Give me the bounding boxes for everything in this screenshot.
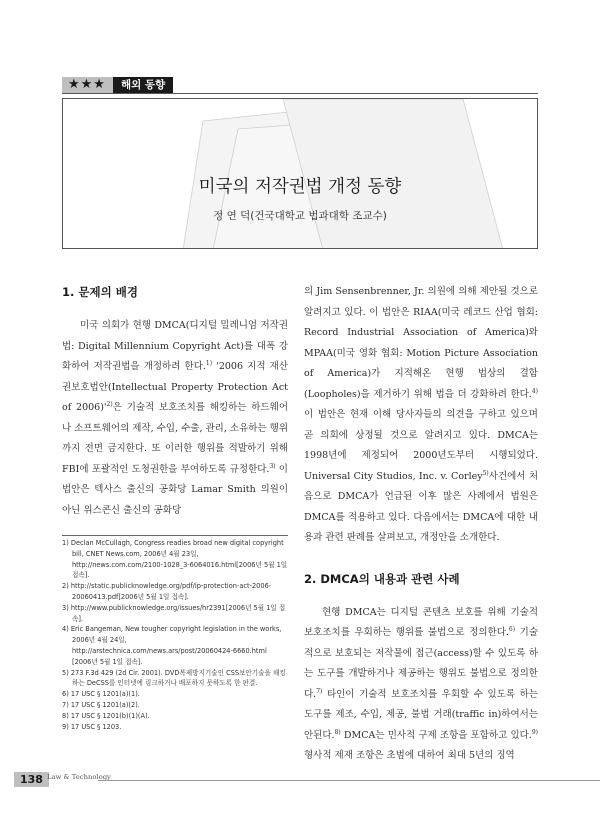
section-heading-1: 1. 문제의 배경 [62,285,138,299]
right-paragraph-2 [304,603,538,767]
header-rule [62,93,538,94]
footnote-ref: 3) [269,462,276,470]
text-run: '2006 지적 재산권보호법안(Intellectual Property Protection Act of 2006)' [62,361,289,413]
footnote: 4) Eric Bangeman, New tougher copyright legislation in the works, 2006년 4월 24일, http://arstechnica.com/news.ars/post/20060424-6660.html [2006년 5월 1일 접속]. [62,625,282,666]
text-run: 의 Jim Sensenbrenner, Jr. 의원에 의해 제안될 것으로 알려지고 있다. 이 법안은 RIAA(미국 레코드 산업 협회: Record Industrial Association of America)와 MPAA(미국 영화 협회: Motion Picture Association of America)가 지적해온 현행 법상의 결함(Loopholes)을 제거하기 위해 법을 더 강화하려 한다. [304,286,538,400]
footnote-ref: 4) [531,387,538,395]
text-run: 은 기술적 보호조치를 해킹하는 하드웨어나 소프트웨어의 제작, 수입, 수출, 관리, 소유하는 행위까지 전면 금지한다. 또 이러한 행위를 적발하기 위해 FBI에 포괄적인 도청권한을 부여하도록 규정한다. [62,402,288,475]
footnote-ref: 5) [482,469,489,477]
footnote: 6) 17 USC § 1201(a)(1). [62,690,140,699]
text-run: 사건에서 처음으로 DMCA가 언급된 이후 많은 사례에서 법원은 DMCA를 적용하고 있다. 다음에서는 DMCA에 대한 내용과 관련 판례를 살펴보고, 개정안을 소개한다. [304,470,538,543]
left-paragraph [62,316,288,521]
footnote: 7) 17 USC § 1201(a)(2). [62,700,140,709]
section-label: 해외 동향 [113,77,173,93]
text-run: 현행 DMCA는 디지털 콘텐츠 보호를 위해 기술적 보호조치를 우회하는 행위를 불법으로 정의한다. [304,606,538,638]
footnote: 8) 17 USC § 1201(b)(1)(A). [62,711,150,720]
journal-name: Law & Technology [47,773,111,781]
text-run: DMCA는 민사적 구제 조항을 포함하고 있다. [340,729,532,741]
footnote-rule [62,535,288,536]
section-heading-2: 2. DMCA의 내용과 관련 사례 [304,571,460,586]
footnote: 9) 17 USC § 1203. [62,722,122,731]
text-run: 형사적 제재 조항은 초범에 대하여 최대 5년의 징역 [304,750,515,761]
right-paragraph-1 [304,282,538,549]
title-box [62,98,538,249]
text-run: 타인이 기술적 보호조치를 우회할 수 있도록 하는 도구를 제조, 수입, 제공, 불법 거래(traffic in)하여서는 안된다. [304,688,538,741]
footnote: 3) http://www.publicknowledge.org/issues/hr2391[2006년 5월 1일 접속]. [62,603,286,623]
left-column [62,282,288,521]
article-author: 정 연 덕(건국대학교 법과대학 조교수) [213,210,387,222]
footnote-ref: 7) [316,687,323,695]
footnote-ref: 8) [334,728,341,736]
page-footer [0,764,600,794]
footnote-ref: 6) [508,625,516,633]
section-stars: ★★★ [62,77,113,93]
footnote: 1) Declan McCullagh, Congress readies broad new digital copyright bill, CNET News.com, 2006년 4월 23일, http://news.com.com/2100-1028_3-6064016.html[2006년 5월 1일 접속]. [62,539,288,580]
footnote-ref: 2) [106,400,113,408]
footnote: 2) http://static.publicknowledge.org/pdf/ip-protection-act-2006-20060413.pdf[2006년 5월 1일 접속]. [62,582,272,601]
text-run: 미국 의회가 현행 DMCA(디지털 밀레니엄 저작권법: Digital Millennium Copyright Act)를 대폭 강화하여 저작권법을 개정하려 한다. [62,320,288,372]
section-tag [62,77,173,93]
footnote: 5) 273 F.3d 429 (2d Cir. 2001). DVD복제방지기술인 CSS보안기술을 해킹하는 DeCSS를 인터넷에 링크하거나 배포하지 못하도록 한 판결. [62,668,286,688]
text-run: 이 법안은 텍사스 출신의 공화당 Lamar Smith 의원이 아닌 위스콘신 출신의 공화당 [62,463,288,516]
footer-rule [98,780,600,781]
article-title: 미국의 저작권법 개정 동향 [198,177,402,197]
right-column [304,282,538,767]
text-run: 기술적으로 보호되는 저작물에 접근(access)할 수 있도록 하는 도구를 개발하거나 제공하는 행위도 불법으로 정의한다. [304,627,538,700]
footnote-ref: 1) [205,359,213,367]
text-run: 이 법안은 현재 이해 당사자들의 의견을 구하고 있으며 곧 의회에 상정될 것으로 알려지고 있다. DMCA는 1998년에 제정되어 2000년도부터 시행되었다. Universal City Studios, Inc. v. Corley [304,409,538,482]
page-number: 138 [14,772,49,787]
footnote-ref: 9) [531,728,538,736]
footnotes [62,538,288,732]
